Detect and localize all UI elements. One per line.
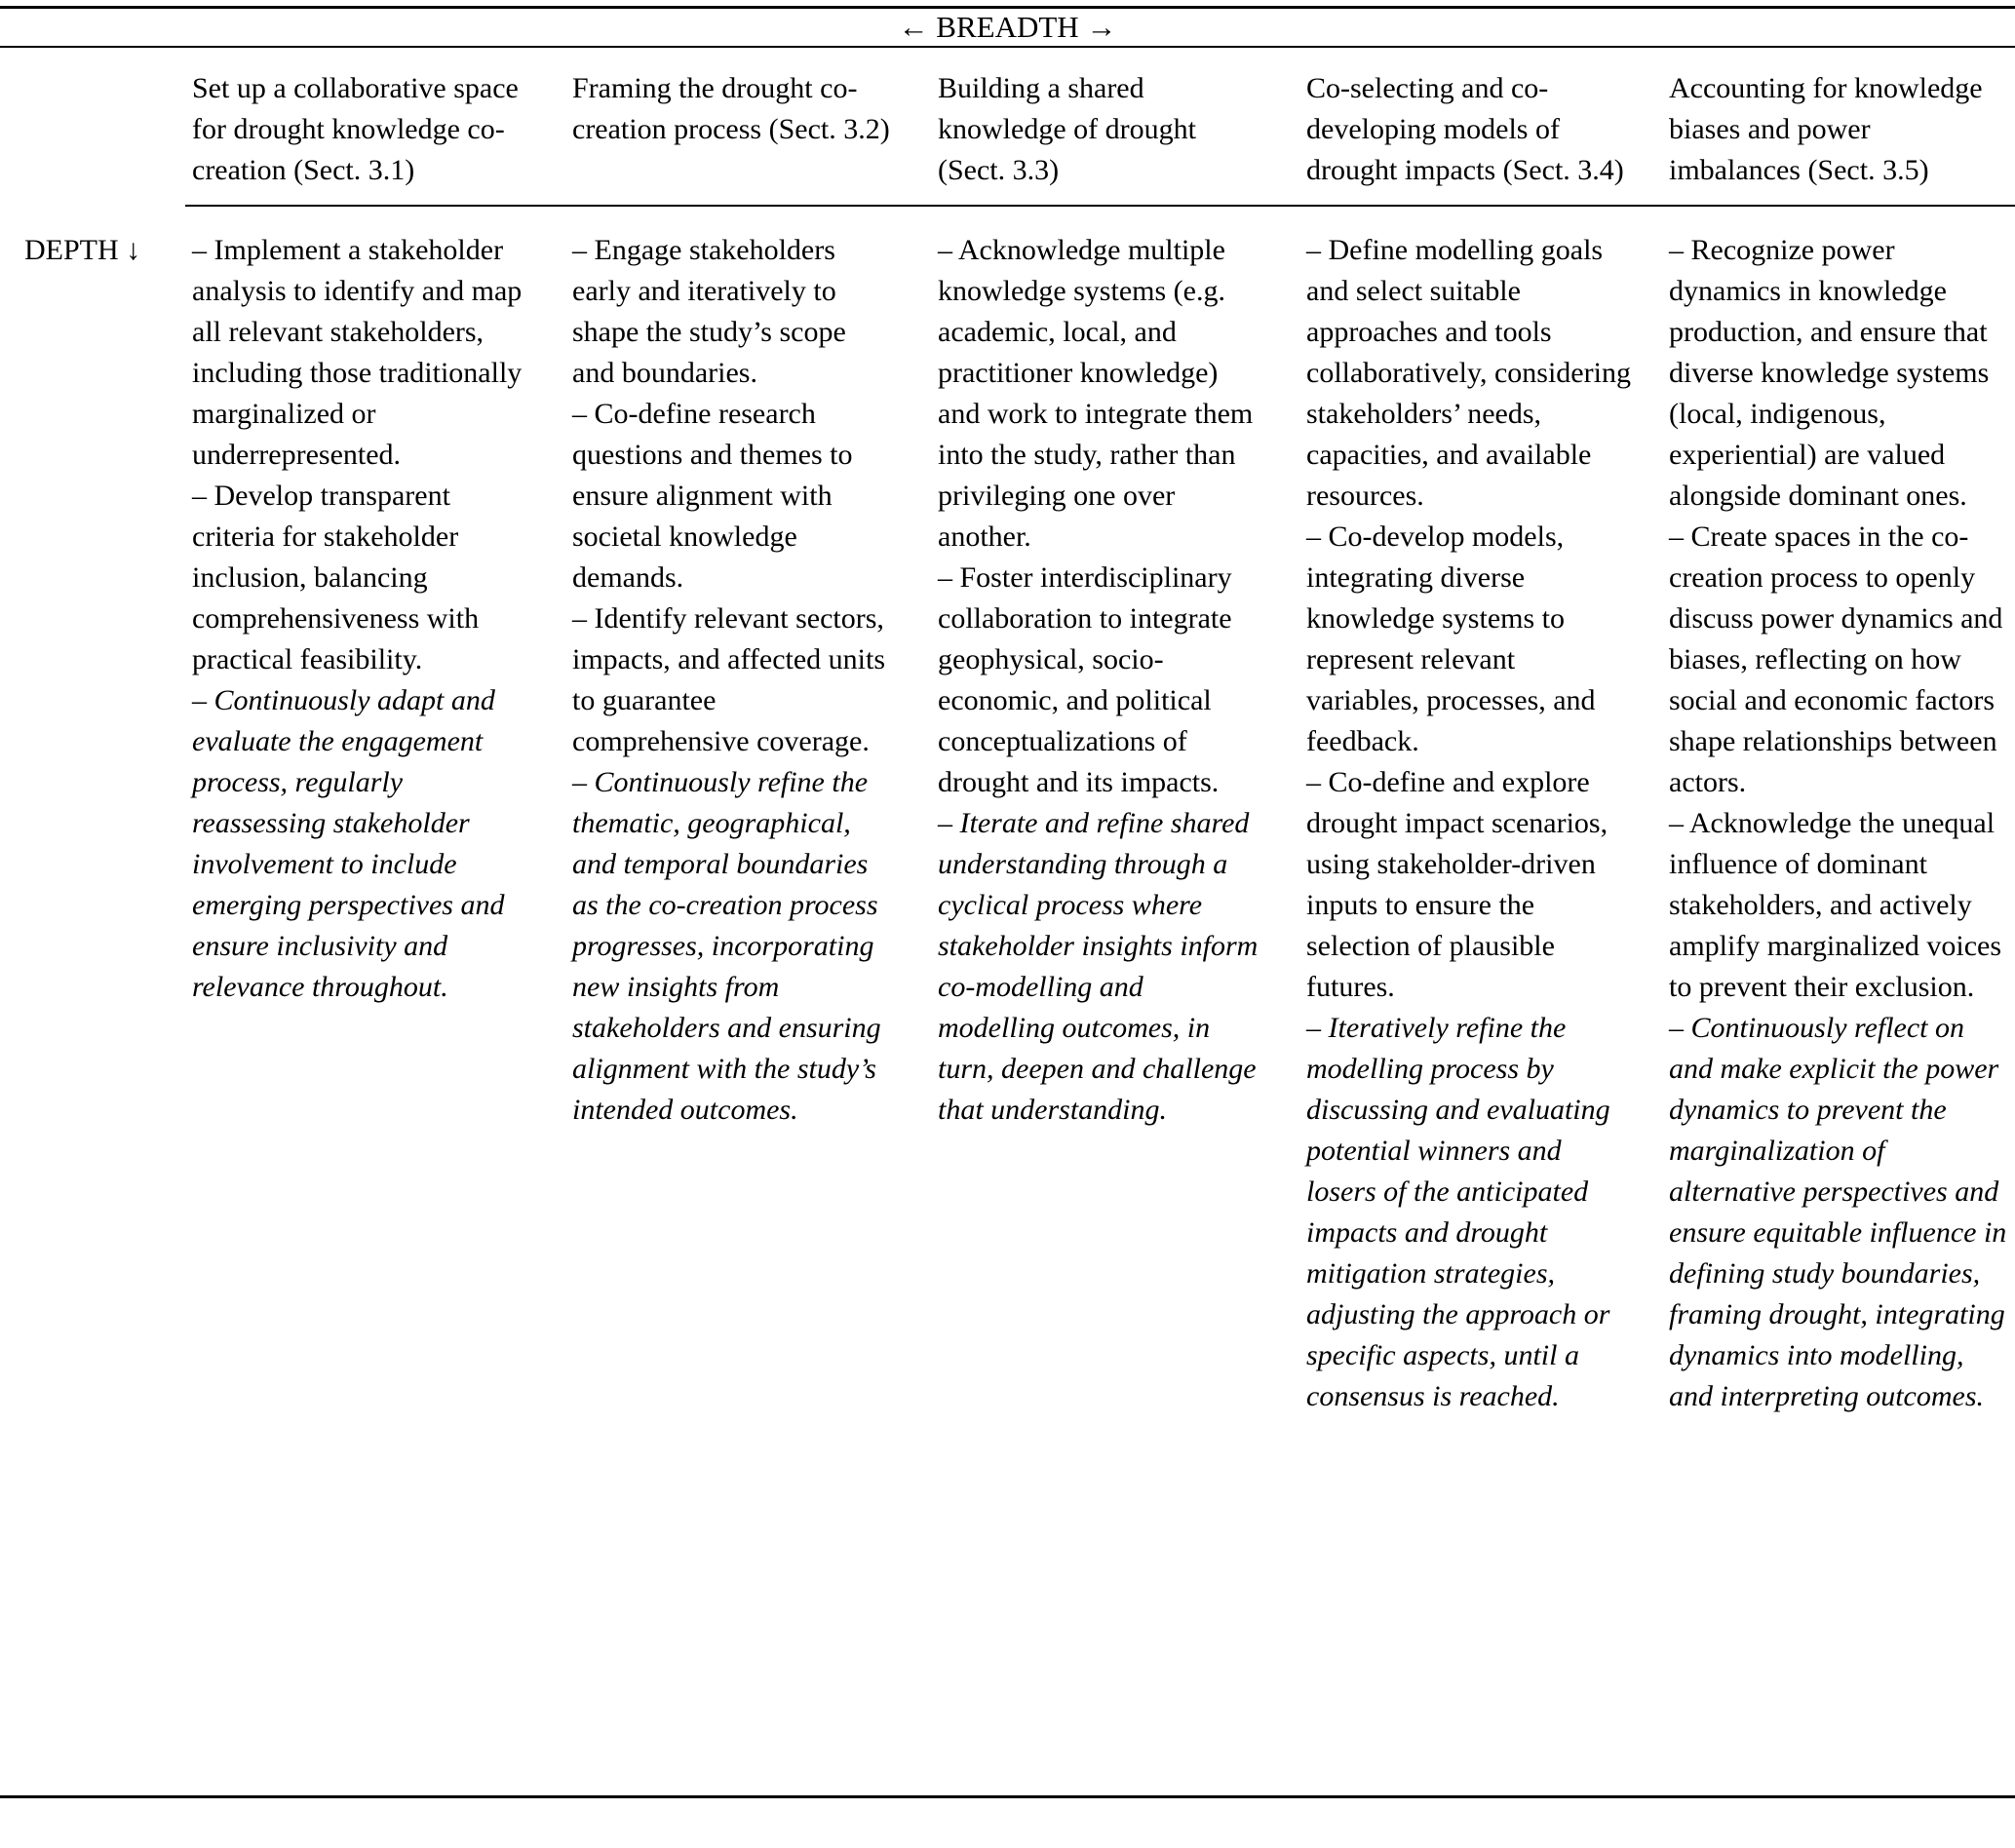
table-body-row bbox=[0, 207, 2015, 1795]
table-item: – Continuously reflect on and make explicit the power dynamics to prevent the marginalization of alternative perspectives and ensure equitable influence in defining study boundaries, framing drought, integrating dynamics into modelling, and interpreting outcomes. bbox=[1669, 1012, 2007, 1412]
header-corner-cell bbox=[0, 48, 185, 207]
table-item: – Continuously adapt and evaluate the engagement process, regularly reassessing stakeholder involvement to include emerging perspectives and ensure inclusivity and relevance throughout. bbox=[192, 684, 505, 1003]
table-item: – Acknowledge the unequal influence of dominant stakeholders, and actively amplify marginalized voices to prevent their exclusion. bbox=[1669, 807, 2002, 1003]
column-cell-knowledge-biases bbox=[1645, 207, 2015, 1795]
table-item: – Co-define and explore drought impact scenarios, using stakeholder-driven inputs to ensure the selection of plausible futures. bbox=[1306, 766, 1608, 1003]
table-item: – Foster interdisciplinary collaboration to integrate geophysical, socio-economic, and political conceptualizations of drought and its impacts. bbox=[938, 561, 1232, 798]
column-cell-shared-knowledge bbox=[914, 207, 1282, 1795]
table-item: – Iteratively refine the modelling process by discussing and evaluating potential winners and losers of the anticipated impacts and drought mitigation strategies, adjusting the approach or specific aspects, until a consensus is reached. bbox=[1306, 1012, 1610, 1412]
depth-axis-label-text: DEPTH ↓ bbox=[24, 234, 141, 266]
column-cell-framing-process bbox=[548, 207, 914, 1795]
depth-axis-label bbox=[0, 207, 185, 1795]
table-item: – Develop transparent criteria for stakeholder inclusion, balancing comprehensiveness with practical feasibility. bbox=[192, 480, 480, 675]
table-item: – Identify relevant sectors, impacts, and affected units to guarantee comprehensive coverage. bbox=[572, 602, 886, 757]
column-header-shared-knowledge: Building a shared knowledge of drought (Sect. 3.3) bbox=[914, 48, 1282, 207]
column-cell-setup-space bbox=[185, 207, 548, 1795]
table-item: – Recognize power dynamics in knowledge production, and ensure that diverse knowledge systems (local, indigenous, experiential) are valued alongside dominant ones. bbox=[1669, 234, 1990, 512]
table-item: – Co-develop models, integrating diverse knowledge systems to represent relevant variables, processes, and feedback. bbox=[1306, 520, 1596, 757]
table-item: – Continuously refine the thematic, geographical, and temporal boundaries as the co-creation process progresses, incorporating new insights from stakeholders and ensuring alignment with the study’s intended outcomes. bbox=[572, 766, 881, 1126]
column-header-setup-space: Set up a collaborative space for drought knowledge co-creation (Sect. 3.1) bbox=[185, 48, 548, 207]
table-item: – Iterate and refine shared understanding through a cyclical process where stakeholder insights inform co-modelling and modelling outcomes, in turn, deepen and challenge that understanding. bbox=[938, 807, 1259, 1126]
table-item: – Co-define research questions and themes to ensure alignment with societal knowledge demands. bbox=[572, 398, 853, 594]
column-header-co-developing-models: Co-selecting and co-developing models of drought impacts (Sect. 3.4) bbox=[1282, 48, 1645, 207]
table-header-row bbox=[0, 48, 2015, 207]
table-item: – Implement a stakeholder analysis to identify and map all relevant stakeholders, including those traditionally marginalized or underrepresented. bbox=[192, 234, 523, 471]
breadth-axis-label: ← BREADTH → bbox=[0, 9, 2015, 48]
column-header-knowledge-biases: Accounting for knowledge biases and power imbalances (Sect. 3.5) bbox=[1645, 48, 2015, 207]
table-item: – Engage stakeholders early and iteratively to shape the study’s scope and boundaries. bbox=[572, 234, 846, 389]
table-item: – Create spaces in the co-creation process to openly discuss power dynamics and biases, reflecting on how social and economic factors shape relationships between actors. bbox=[1669, 520, 2003, 798]
table-item: – Define modelling goals and select suitable approaches and tools collaboratively, considering stakeholders’ needs, capacities, and available resources. bbox=[1306, 234, 1631, 512]
table-item: – Acknowledge multiple knowledge systems (e.g. academic, local, and practitioner knowledge) and work to integrate them into the study, rather than privileging one over another. bbox=[938, 234, 1254, 553]
column-cell-co-developing-models bbox=[1282, 207, 1645, 1795]
column-header-framing-process: Framing the drought co-creation process (Sect. 3.2) bbox=[548, 48, 914, 207]
co-creation-breadth-depth-table bbox=[0, 6, 2015, 1798]
